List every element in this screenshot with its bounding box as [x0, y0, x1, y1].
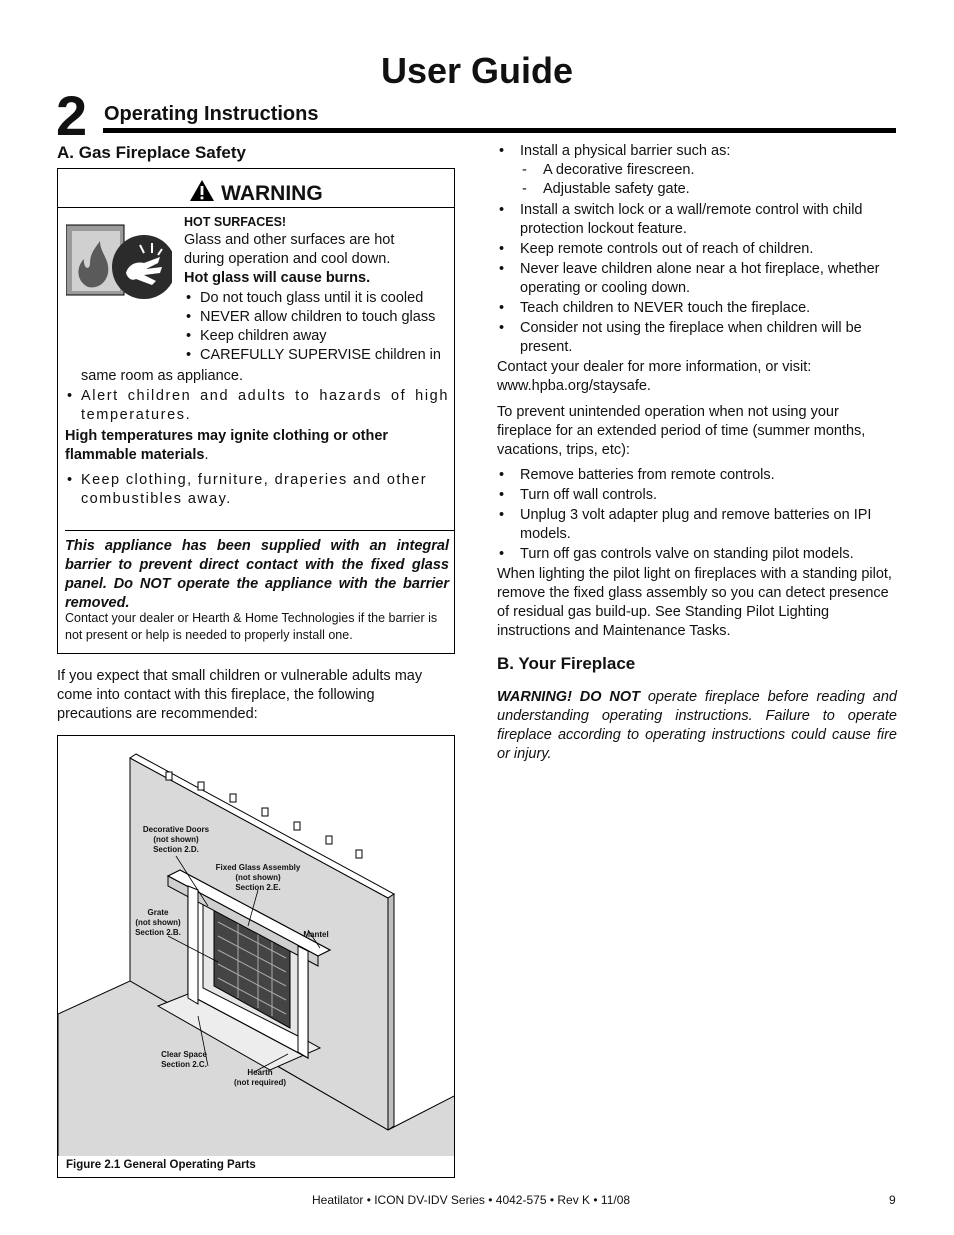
label-hearth: Hearth (not required): [234, 1068, 286, 1087]
prevent-bullets: [497, 466, 897, 564]
fireplace-diagram: [58, 736, 454, 1156]
children-paragraph: If you expect that small children or vulnerable adults may come into contact with this fireplace, the following precautions are recommended:: [57, 668, 423, 722]
contact-paragraph: Contact your dealer for more information, or visit: www.hpba.org/staysafe.: [497, 359, 812, 394]
warning-divider-2: [65, 530, 454, 531]
barrier-contact: Contact your dealer or Hearth & Home Technologies if the barrier is not present or help is needed to properly install one.: [65, 611, 438, 642]
warning-divider: [58, 207, 454, 208]
list-item: • Remove batteries from remote controls.: [497, 466, 897, 485]
list-item: • Keep clothing, furniture, draperies and other combustibles away.: [65, 471, 449, 509]
list-item: • Turn off wall controls.: [497, 486, 897, 505]
list-item: • NEVER allow children to touch glass: [184, 308, 456, 327]
pilot-paragraph: When lighting the pilot light on fireplaces with a standing pilot, remove the fixed glass assembly so you can detect presence of residual gas build-up. See Standing Pilot Lighting instructions and Maintenance Tasks.: [497, 566, 892, 639]
list-item: • CAREFULLY SUPERVISE children in: [184, 346, 456, 365]
list-item: • Turn off gas controls valve on standing pilot models.: [497, 545, 897, 564]
barrier-list: [497, 142, 897, 161]
warning-triangle-icon: [189, 179, 215, 202]
list-item: - Adjustable safety gate.: [520, 180, 897, 199]
warning-line-2: during operation and cool down.: [184, 251, 391, 267]
barrier-options: [497, 161, 897, 199]
chapter-rule: [103, 128, 896, 133]
label-decorative-doors: Decorative Doors (not shown) Section 2.D.: [142, 825, 210, 854]
label-fixed-glass: Fixed Glass Assembly (not shown) Section 2.E.: [215, 863, 301, 892]
hot-surfaces-label: HOT SURFACES!: [184, 215, 287, 229]
list-item: • Alert children and adults to hazards of high temperatures.: [65, 387, 449, 425]
label-grate: Grate (not shown) Section 2.B.: [135, 908, 181, 937]
ignite-warning: High temperatures may ignite clothing or other flammable materials.: [65, 428, 389, 463]
warning-line-1: Glass and other surfaces are hot: [184, 232, 395, 248]
page-title: User Guide: [380, 50, 574, 91]
chapter-number: 2: [56, 84, 88, 147]
prevent-paragraph: To prevent unintended operation when not using your fireplace for an extended period of time (summer months, vacations, trips, etc):: [497, 404, 866, 458]
list-item: • Unplug 3 volt adapter plug and remove batteries on IPI models.: [497, 506, 897, 544]
barrier-warning: This appliance has been supplied with an integral barrier to prevent direct contact with the fixed glass panel. Do NOT operate the appliance with the barrier removed.: [65, 538, 449, 611]
section-a-heading: A. Gas Fireplace Safety: [57, 143, 246, 162]
list-item: • Do not touch glass until it is cooled: [184, 289, 456, 308]
section-b-warning: WARNING! DO NOT operate fireplace before reading and understanding operating instructions. Failure to operate fireplace according to operating instructions could cause fire or injury.: [497, 689, 897, 762]
footer-text: Heatilator • ICON DV-IDV Series • 4042-575 • Rev K • 11/08: [312, 1193, 631, 1207]
warning-header: WARNING: [58, 179, 454, 206]
list-item: • Install a physical barrier such as:: [497, 142, 897, 161]
keep-list: [65, 471, 449, 509]
warning-bullets: [184, 289, 456, 365]
figure-2-1: [57, 735, 455, 1178]
list-item: - A decorative firescreen.: [520, 161, 897, 180]
section-b-heading: B. Your Fireplace: [497, 654, 636, 673]
list-item: • Teach children to NEVER touch the fireplace.: [497, 299, 897, 318]
list-item: • Keep children away: [184, 327, 456, 346]
hot-glass-burns: Hot glass will cause burns.: [184, 270, 371, 286]
warning-box: [57, 168, 455, 654]
list-item: • Never leave children alone near a hot fireplace, whether operating or cooling down.: [497, 260, 897, 298]
page-number: 9: [889, 1193, 896, 1207]
chapter-title: Operating Instructions: [104, 103, 319, 125]
hot-glass-icon: [66, 223, 172, 303]
list-item: • Keep remote controls out of reach of children.: [497, 240, 897, 259]
label-mantel: Mantel: [303, 930, 329, 939]
right-column: [497, 142, 897, 764]
list-item: • Install a switch lock or a wall/remote control with child protection lockout feature.: [497, 201, 897, 239]
list-item: • Consider not using the fireplace when children will be present.: [497, 319, 897, 357]
figure-caption: Figure 2.1 General Operating Parts: [66, 1159, 256, 1171]
safety-bullets: [497, 201, 897, 357]
label-clear-space: Clear Space Section 2.C.: [161, 1050, 207, 1069]
alert-list: [65, 387, 449, 425]
warning-continuation: same room as appliance.: [81, 368, 243, 384]
